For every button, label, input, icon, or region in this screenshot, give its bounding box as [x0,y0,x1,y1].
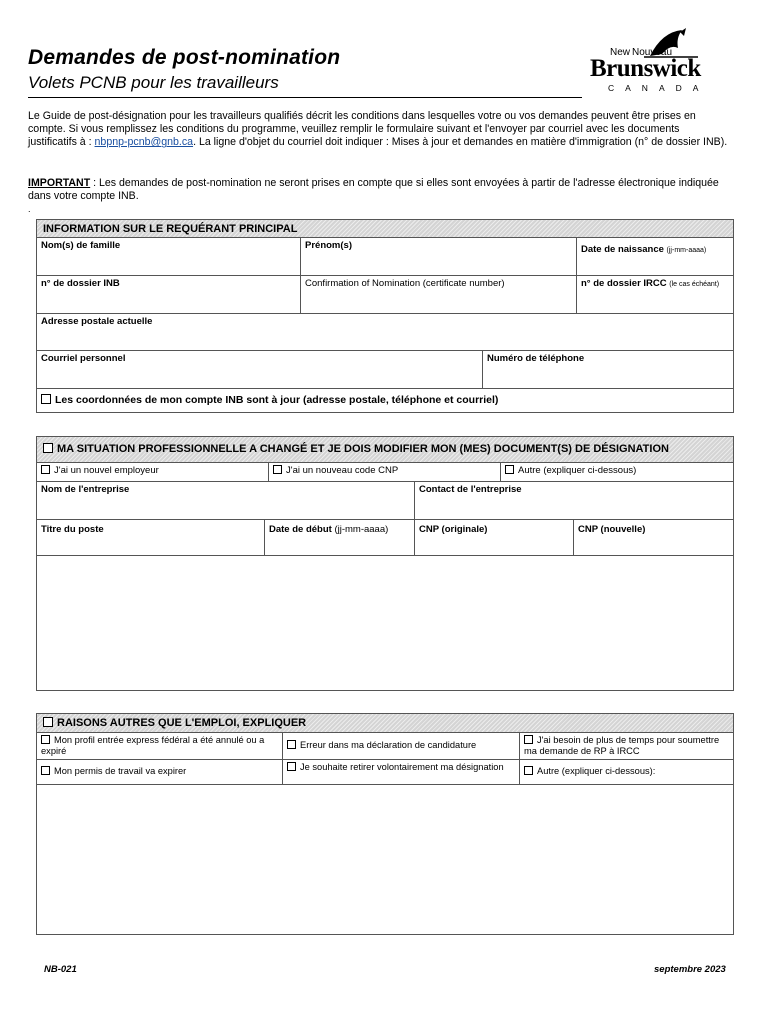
new-noc-checkbox[interactable]: J'ai un nouveau code CNP [269,463,501,481]
date-of-birth-field[interactable]: Date de naissance (jj-mm-aaaa) [581,244,707,255]
express-entry-expired-checkbox[interactable]: Mon profil entrée express fédéral a été annulé ou a expiré [37,733,283,759]
checkbox-icon[interactable] [524,766,533,775]
intro-paragraph: Le Guide de post-désignation pour les travailleurs qualifiés décrit les conditions dans lesquelles votre ou vos demandes peuvent être prises en compte. Si vous remplissez les conditions du programme, veuillez remplir le formulaire suivant et l'envoyer par courriel avec les documents justificatifs à : nbpnp-pcnb@gnb.ca. La ligne d'objet du courriel doit indiquer : Mises à jour et demandes en matière d'immigration (n° de dossier INB). [28,110,728,149]
checkbox-icon[interactable] [287,762,296,771]
section-heading: INFORMATION SUR LE REQUÉRANT PRINCIPAL [37,220,733,238]
job-title-field[interactable]: Titre du poste [37,520,265,555]
noc-new-field[interactable]: CNP (nouvelle) [578,524,646,535]
form-number: NB-021 [44,964,77,975]
withdraw-designation-checkbox[interactable]: Je souhaite retirer volontairement ma désignation [283,760,520,784]
more-time-pr-checkbox[interactable]: J'ai besoin de plus de temps pour soumettre ma demande de RP à IRCC [524,735,720,756]
family-name-field[interactable]: Nom(s) de famille [37,238,301,275]
new-brunswick-logo: New Nouveau Brunswick CANADA [588,26,724,88]
checkbox-icon[interactable] [505,465,514,474]
work-permit-expiring-checkbox[interactable]: Mon permis de travail va expirer [37,760,283,784]
section-heading: RAISONS AUTRES QUE L'EMPLOI, EXPLIQUER [37,714,733,733]
checkbox-icon[interactable] [41,465,50,474]
title-divider [28,97,582,98]
start-date-field[interactable]: Date de début (jj-mm-aaaa) [265,520,415,555]
form-title: Demandes de post-nomination [28,46,341,69]
ircc-file-number-field[interactable]: n° de dossier IRCC (le cas échéant) [581,278,720,289]
new-employer-checkbox[interactable]: J'ai un nouvel employeur [37,463,269,481]
inb-up-to-date-checkbox[interactable]: Les coordonnées de mon compte INB sont à jour (adresse postale, téléphone et courriel) [37,389,733,412]
employment-explanation-textarea[interactable] [37,556,733,690]
other-checkbox[interactable]: Autre (expliquer ci-dessous) [501,463,733,481]
email-link[interactable]: nbpnp-pcnb@gnb.ca [94,136,194,149]
checkbox-icon[interactable] [41,766,50,775]
other-reason-checkbox[interactable]: Autre (expliquer ci-dessous): [520,760,733,784]
checkbox-icon[interactable] [41,735,50,744]
checkbox-icon[interactable] [287,740,296,749]
checkbox-icon[interactable] [524,735,533,744]
phone-number-field[interactable]: Numéro de téléphone [487,353,585,364]
other-reasons-textarea[interactable] [37,785,733,934]
section-principal-applicant [36,219,734,413]
given-name-field[interactable]: Prénom(s) [301,238,577,275]
application-error-checkbox[interactable]: Erreur dans ma déclaration de candidature [283,733,520,759]
nomination-certificate-field[interactable]: Confirmation of Nomination (certificate number) [301,276,577,313]
section-employment-change [36,436,734,691]
form-date: septembre 2023 [654,964,726,975]
company-contact-field[interactable]: Contact de l'entreprise [419,484,522,495]
company-name-field[interactable]: Nom de l'entreprise [37,482,415,519]
checkbox-icon[interactable] [43,443,53,453]
important-notice: IMPORTANT : Les demandes de post-nomination ne seront prises en compte que si elles sont envoyées à partir de l'adresse électronique indiquée dans votre compte INB. [28,177,719,203]
noc-original-field[interactable]: CNP (originale) [415,520,574,555]
mailing-address-field[interactable]: Adresse postale actuelle [41,316,153,327]
stray-dot: . [28,204,31,214]
section-heading: MA SITUATION PROFESSIONNELLE A CHANGÉ ET JE DOIS MODIFIER MON (MES) DOCUMENT(S) DE DÉSIGNATION [37,437,733,463]
inb-file-number-field[interactable]: n° de dossier INB [37,276,301,313]
checkbox-icon[interactable] [273,465,282,474]
checkbox-icon[interactable] [43,717,53,727]
checkbox-icon[interactable] [41,394,51,404]
personal-email-field[interactable]: Courriel personnel [37,351,483,388]
section-other-reasons [36,713,734,935]
form-subtitle: Volets PCNB pour les travailleurs [28,73,279,92]
